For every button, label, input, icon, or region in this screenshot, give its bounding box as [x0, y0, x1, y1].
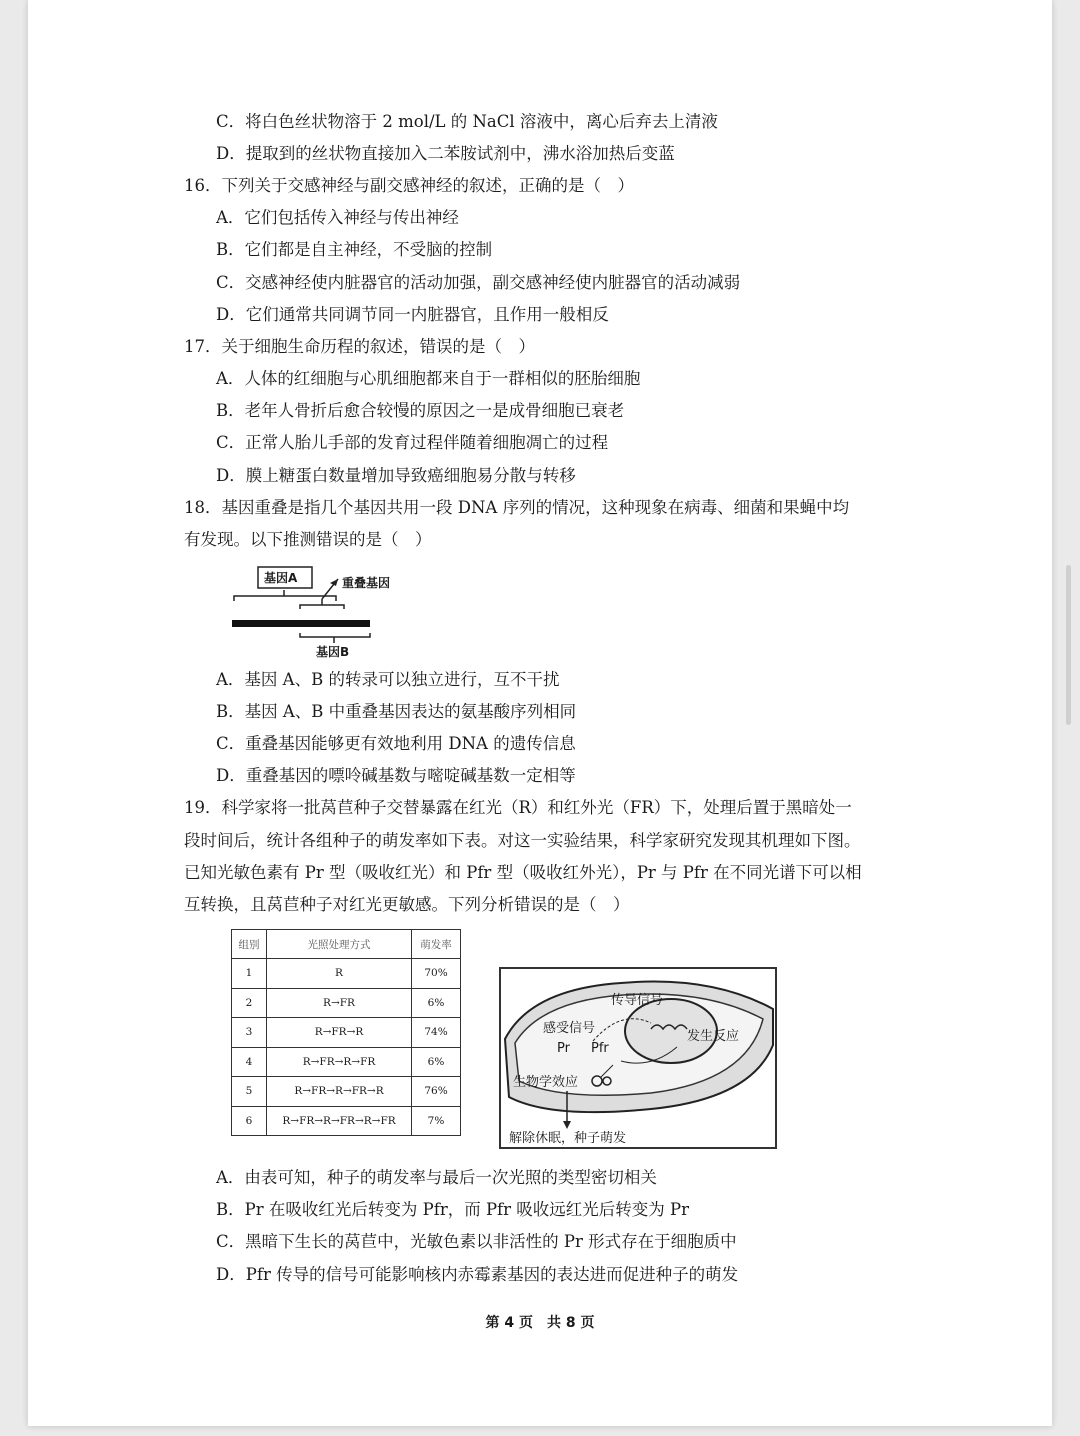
header-light-treatment: 光照处理方式	[267, 930, 412, 959]
treatment-cell: R→FR→R	[267, 1018, 412, 1048]
cell-mechanism-figure	[499, 967, 777, 1149]
q18-option-c: C．重叠基因能够更有效地利用 DNA 的遗传信息	[216, 734, 576, 753]
group-cell: 6	[232, 1106, 267, 1136]
q15-option-c: C．将白色丝状物溶于 2 mol/L 的 NaCl 溶液中，离心后弃去上清液	[216, 112, 718, 131]
q18-stem-line1: 18．基因重叠是指几个基因共用一段 DNA 序列的情况，这种现象在病毒、细菌和果蝇中均	[184, 498, 850, 517]
gene-b-label: 基因B	[316, 645, 350, 659]
gene-a-brace	[234, 590, 336, 601]
q16-option-a: A．它们包括传入神经与传出神经	[216, 208, 459, 227]
rate-cell: 7%	[412, 1106, 461, 1136]
header-group: 组别	[232, 930, 267, 959]
q18-option-b: B．基因 A、B 中重叠基因表达的氨基酸序列相同	[216, 702, 577, 721]
result-label: 解除休眠，种子萌发	[509, 1131, 627, 1146]
treatment-cell: R→FR→R→FR→R	[267, 1077, 412, 1107]
q19-option-c: C．黑暗下生长的莴苣中，光敏色素以非活性的 Pr 形式存在于细胞质中	[216, 1232, 737, 1251]
q19-stem-line3: 已知光敏色素有 Pr 型（吸收红光）和 Pfr 型（吸收红外光），Pr 与 Pfr 在不同光谱下可以相	[184, 863, 862, 882]
table-row	[232, 1077, 461, 1107]
q17-option-b: B．老年人骨折后愈合较慢的原因之一是成骨细胞已衰老	[216, 401, 625, 420]
group-cell: 3	[232, 1018, 267, 1048]
receive-signal-label: 感受信号	[543, 1021, 596, 1036]
header-germination-rate: 萌发率	[412, 930, 461, 959]
reaction-label: 发生反应	[687, 1029, 740, 1044]
group-cell: 4	[232, 1047, 267, 1077]
scrollbar-thumb[interactable]	[1066, 565, 1071, 725]
dna-strand	[232, 620, 370, 627]
q18-option-a: A．基因 A、B 的转录可以独立进行，互不干扰	[216, 670, 560, 689]
pr-label: Pr	[557, 1041, 570, 1056]
q19-stem-line4: 互转换，且莴苣种子对红光更敏感。下列分析错误的是（ ）	[184, 895, 630, 914]
q19-option-a: A．由表可知，种子的萌发率与最后一次光照的类型密切相关	[216, 1168, 657, 1187]
q19-stem-line1: 19．科学家将一批莴苣种子交替暴露在红光（R）和红外光（FR）下，处理后置于黑暗处一	[184, 798, 852, 817]
rate-cell: 76%	[412, 1077, 461, 1107]
rate-cell: 6%	[412, 988, 461, 1018]
treatment-cell: R	[267, 959, 412, 989]
germination-table	[231, 929, 461, 1136]
q18-stem-line2: 有发现。以下推测错误的是（ ）	[184, 530, 432, 549]
rate-cell: 6%	[412, 1047, 461, 1077]
group-cell: 5	[232, 1077, 267, 1107]
q18-option-d: D．重叠基因的嘌呤碱基数与嘧啶碱基数一定相等	[216, 766, 576, 785]
group-cell: 2	[232, 988, 267, 1018]
q15-option-d: D．提取到的丝状物直接加入二苯胺试剂中，沸水浴加热后变蓝	[216, 144, 675, 163]
q19-option-b: B．Pr 在吸收红光后转变为 Pfr，而 Pfr 吸收远红光后转变为 Pr	[216, 1200, 690, 1219]
table-row	[232, 988, 461, 1018]
page-number: 第 4 页 共 8 页	[485, 1315, 595, 1331]
table-header-row	[232, 930, 461, 959]
q16-option-b: B．它们都是自主神经，不受脑的控制	[216, 240, 493, 259]
q16-option-d: D．它们通常共同调节同一内脏器官，且作用一般相反	[216, 305, 609, 324]
rate-cell: 74%	[412, 1018, 461, 1048]
q17-option-c: C．正常人胎儿手部的发育过程伴随着细胞凋亡的过程	[216, 433, 609, 452]
signal-transduction-label: 传导信号	[611, 993, 664, 1008]
overlap-gene-label: 重叠基因	[342, 576, 391, 590]
overlap-brace	[300, 599, 344, 609]
q17-stem: 17．关于细胞生命历程的叙述，错误的是（ ）	[184, 337, 535, 356]
q17-option-a: A．人体的红细胞与心肌细胞都来自于一群相似的胚胎细胞	[216, 369, 641, 388]
q19-option-d: D．Pfr 传导的信号可能影响核内赤霉素基因的表达进而促进种子的萌发	[216, 1265, 739, 1284]
treatment-cell: R→FR	[267, 988, 412, 1018]
bio-effect-label: 生物学效应	[513, 1075, 579, 1090]
treatment-cell: R→FR→R→FR	[267, 1047, 412, 1077]
q17-option-d: D．膜上糖蛋白数量增加导致癌细胞易分散与转移	[216, 466, 576, 485]
pfr-label: Pfr	[591, 1041, 609, 1056]
table-row	[232, 1106, 461, 1136]
treatment-cell: R→FR→R→FR→R→FR	[267, 1106, 412, 1136]
q19-stem-line2: 段时间后，统计各组种子的萌发率如下表。对这一实验结果，科学家研究发现其机理如下图。	[184, 831, 861, 850]
gene-a-label: 基因A	[264, 571, 298, 585]
overlap-arrowhead	[330, 579, 338, 586]
table-row	[232, 1018, 461, 1048]
q16-stem: 16．下列关于交感神经与副交感神经的叙述，正确的是（ ）	[184, 176, 634, 195]
q16-option-c: C．交感神经使内脏器官的活动加强，副交感神经使内脏器官的活动减弱	[216, 273, 741, 292]
gene-b-brace	[300, 633, 370, 643]
table-row	[232, 1047, 461, 1077]
table-row	[232, 959, 461, 989]
group-cell: 1	[232, 959, 267, 989]
rate-cell: 70%	[412, 959, 461, 989]
